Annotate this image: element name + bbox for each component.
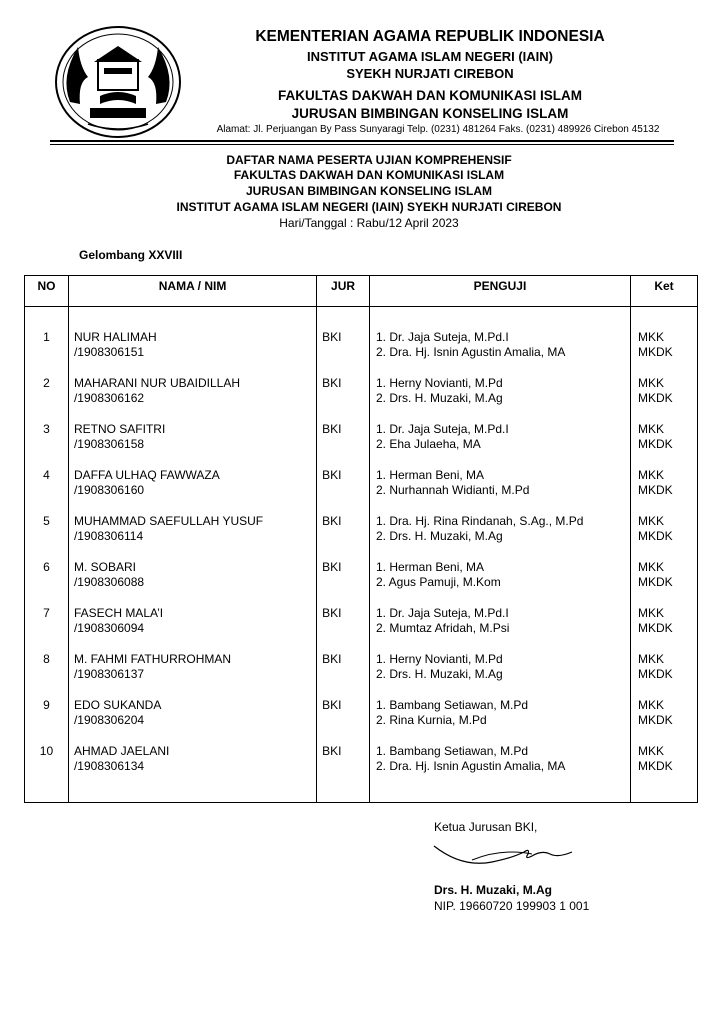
student-nim: /1908306204 <box>73 713 145 727</box>
cell-no <box>25 422 69 468</box>
examiner-1: 1. Dra. Hj. Rina Rindanah, S.Ag., M.Pd <box>375 514 584 528</box>
note-2: MKDK <box>637 575 673 589</box>
examiner-1: 1. Herny Novianti, M.Pd <box>375 376 503 390</box>
student-nim: /1908306134 <box>73 759 145 773</box>
cell-jur <box>317 560 370 606</box>
cell-penguji <box>369 560 630 606</box>
cell-no <box>25 606 69 652</box>
batch-label: Gelombang XXVIII <box>79 248 183 262</box>
note-1: MKK <box>637 330 664 344</box>
cell-jur <box>317 468 370 514</box>
department-code: BKI <box>322 330 342 344</box>
cell-ket <box>630 744 697 803</box>
examiner-1: 1. Herman Beni, MA <box>375 560 485 574</box>
row-number: 3 <box>43 422 50 436</box>
table-row <box>25 514 698 560</box>
row-number: 10 <box>39 744 54 758</box>
cell-jur <box>317 652 370 698</box>
cell-jur <box>317 606 370 652</box>
student-name: EDO SUKANDA <box>73 698 162 712</box>
department-code: BKI <box>322 376 342 390</box>
note-1: MKK <box>637 652 664 666</box>
note-2: MKDK <box>637 759 673 773</box>
cell-no <box>25 307 69 377</box>
examiner-1: 1. Dr. Jaja Suteja, M.Pd.I <box>375 422 509 436</box>
student-nim: /1908306162 <box>73 391 145 405</box>
examiner-2: 2. Nurhannah Widianti, M.Pd <box>375 483 530 497</box>
examiner-1: 1. Herman Beni, MA <box>375 468 485 482</box>
examiner-2: 2. Drs. H. Muzaki, M.Ag <box>375 667 503 681</box>
header-institute: INSTITUT AGAMA ISLAM NEGERI (IAIN) <box>306 49 554 64</box>
cell-penguji <box>369 652 630 698</box>
examiner-2: 2. Rina Kurnia, M.Pd <box>375 713 487 727</box>
table-row <box>25 560 698 606</box>
cell-no <box>25 560 69 606</box>
cell-no <box>25 698 69 744</box>
table-header-row <box>25 276 698 307</box>
title-faculty: FAKULTAS DAKWAH DAN KOMUNIKASI ISLAM <box>233 168 505 182</box>
cell-jur <box>317 698 370 744</box>
department-code: BKI <box>322 744 342 758</box>
note-2: MKDK <box>637 713 673 727</box>
header-jur: JUR <box>317 276 370 307</box>
student-nim: /1908306158 <box>73 437 145 451</box>
cell-jur <box>317 376 370 422</box>
department-code: BKI <box>322 698 342 712</box>
cell-no <box>25 376 69 422</box>
cell-ket <box>630 652 697 698</box>
exam-date: Hari/Tanggal : Rabu/12 April 2023 <box>279 216 459 230</box>
student-name: MAHARANI NUR UBAIDILLAH <box>73 376 240 390</box>
cell-name <box>68 468 316 514</box>
examiner-2: 2. Dra. Hj. Isnin Agustin Amalia, MA <box>375 345 566 359</box>
examiner-1: 1. Bambang Setiawan, M.Pd <box>375 744 529 758</box>
cell-name <box>68 422 316 468</box>
cell-penguji <box>369 744 630 803</box>
header-rule-thin <box>50 144 674 145</box>
participants-table <box>24 275 698 803</box>
note-1: MKK <box>637 514 664 528</box>
cell-name <box>68 744 316 803</box>
table-row <box>25 698 698 744</box>
institution-logo <box>50 22 186 142</box>
handwritten-signature <box>432 838 582 878</box>
student-name: RETNO SAFITRI <box>73 422 166 436</box>
cell-jur <box>317 307 370 377</box>
examiner-1: 1. Bambang Setiawan, M.Pd <box>375 698 529 712</box>
student-name: DAFFA ULHAQ FAWWAZA <box>73 468 220 482</box>
cell-name <box>68 698 316 744</box>
cell-jur <box>317 744 370 803</box>
examiner-2: 2. Dra. Hj. Isnin Agustin Amalia, MA <box>375 759 566 773</box>
header-department: JURUSAN BIMBINGAN KONSELING ISLAM <box>291 106 569 121</box>
examiner-2: 2. Eha Julaeha, MA <box>375 437 481 451</box>
cell-jur <box>317 514 370 560</box>
table-row <box>25 376 698 422</box>
signatory-name: Drs. H. Muzaki, M.Ag <box>434 883 553 897</box>
cell-penguji <box>369 468 630 514</box>
department-code: BKI <box>322 606 342 620</box>
cell-penguji <box>369 606 630 652</box>
cell-penguji <box>369 698 630 744</box>
examiner-2: 2. Mumtaz Afridah, M.Psi <box>375 621 510 635</box>
table-row <box>25 307 698 377</box>
header-penguji: PENGUJI <box>369 276 630 307</box>
department-code: BKI <box>322 514 342 528</box>
row-number: 1 <box>43 330 50 344</box>
header-address: Alamat: Jl. Perjuangan By Pass Sunyaragi Telp. (0231) 481264 Faks. (0231) 489926 Cirebon 45132 <box>216 124 660 135</box>
row-number: 2 <box>43 376 50 390</box>
cell-ket <box>630 698 697 744</box>
cell-penguji <box>369 376 630 422</box>
student-name: FASECH MALA’I <box>73 606 164 620</box>
cell-no <box>25 514 69 560</box>
note-2: MKDK <box>637 437 673 451</box>
student-nim: /1908306114 <box>73 529 144 543</box>
cell-name <box>68 307 316 377</box>
cell-ket <box>630 606 697 652</box>
row-number: 6 <box>43 560 50 574</box>
title-department: JURUSAN BIMBINGAN KONSELING ISLAM <box>245 184 492 198</box>
note-2: MKDK <box>637 529 673 543</box>
header-ministry: KEMENTERIAN AGAMA REPUBLIK INDONESIA <box>255 28 605 45</box>
cell-penguji <box>369 422 630 468</box>
cell-ket <box>630 468 697 514</box>
row-number: 8 <box>43 652 50 666</box>
department-code: BKI <box>322 468 342 482</box>
signature-role: Ketua Jurusan BKI, <box>434 820 538 834</box>
note-1: MKK <box>637 376 664 390</box>
cell-no <box>25 652 69 698</box>
cell-no <box>25 744 69 803</box>
header-no: NO <box>25 276 69 307</box>
document-title: DAFTAR NAMA PESERTA UJIAN KOMPREHENSIF <box>226 153 512 167</box>
signatory-nip: NIP. 19660720 199903 1 001 <box>434 899 590 913</box>
student-name: MUHAMMAD SAEFULLAH YUSUF <box>73 514 264 528</box>
student-nim: /1908306094 <box>73 621 145 635</box>
note-1: MKK <box>637 468 664 482</box>
cell-name <box>68 606 316 652</box>
student-name: M. FAHMI FATHURROHMAN <box>73 652 232 666</box>
row-number: 5 <box>43 514 50 528</box>
note-1: MKK <box>637 422 664 436</box>
note-2: MKDK <box>637 667 673 681</box>
department-code: BKI <box>322 422 342 436</box>
cell-name <box>68 376 316 422</box>
student-nim: /1908306137 <box>73 667 145 681</box>
header-ket: Ket <box>630 276 697 307</box>
table-row <box>25 468 698 514</box>
cell-ket <box>630 560 697 606</box>
cell-name <box>68 514 316 560</box>
student-nim: /1908306151 <box>73 345 145 359</box>
examiner-2: 2. Agus Pamuji, M.Kom <box>375 575 501 589</box>
examiner-2: 2. Drs. H. Muzaki, M.Ag <box>375 529 503 543</box>
examiner-1: 1. Dr. Jaja Suteja, M.Pd.I <box>375 606 509 620</box>
row-number: 9 <box>43 698 50 712</box>
student-name: NUR HALIMAH <box>73 330 157 344</box>
header-name: NAMA / NIM <box>68 276 316 307</box>
department-code: BKI <box>322 560 342 574</box>
header-rule-thick <box>50 140 674 142</box>
title-institute: INSTITUT AGAMA ISLAM NEGERI (IAIN) SYEKH NURJATI CIREBON <box>176 200 562 214</box>
note-2: MKDK <box>637 345 673 359</box>
cell-ket <box>630 376 697 422</box>
cell-name <box>68 652 316 698</box>
department-code: BKI <box>322 652 342 666</box>
cell-ket <box>630 514 697 560</box>
student-nim: /1908306088 <box>73 575 145 589</box>
note-1: MKK <box>637 698 664 712</box>
cell-penguji <box>369 307 630 377</box>
table-row <box>25 606 698 652</box>
table-row <box>25 422 698 468</box>
student-name: M. SOBARI <box>73 560 136 574</box>
header-faculty: FAKULTAS DAKWAH DAN KOMUNIKASI ISLAM <box>278 88 582 103</box>
note-2: MKDK <box>637 621 673 635</box>
note-1: MKK <box>637 744 664 758</box>
cell-no <box>25 468 69 514</box>
header-institute-name: SYEKH NURJATI CIREBON <box>346 66 514 81</box>
cell-penguji <box>369 514 630 560</box>
cell-name <box>68 560 316 606</box>
note-2: MKDK <box>637 391 673 405</box>
row-number: 7 <box>43 606 50 620</box>
note-2: MKDK <box>637 483 673 497</box>
examiner-1: 1. Herny Novianti, M.Pd <box>375 652 503 666</box>
note-1: MKK <box>637 606 664 620</box>
note-1: MKK <box>637 560 664 574</box>
table-row <box>25 652 698 698</box>
student-nim: /1908306160 <box>73 483 145 497</box>
cell-jur <box>317 422 370 468</box>
table-row <box>25 744 698 803</box>
row-number: 4 <box>43 468 50 482</box>
student-name: AHMAD JAELANI <box>73 744 170 758</box>
cell-ket <box>630 422 697 468</box>
examiner-2: 2. Drs. H. Muzaki, M.Ag <box>375 391 503 405</box>
cell-ket <box>630 307 697 377</box>
examiner-1: 1. Dr. Jaja Suteja, M.Pd.I <box>375 330 509 344</box>
